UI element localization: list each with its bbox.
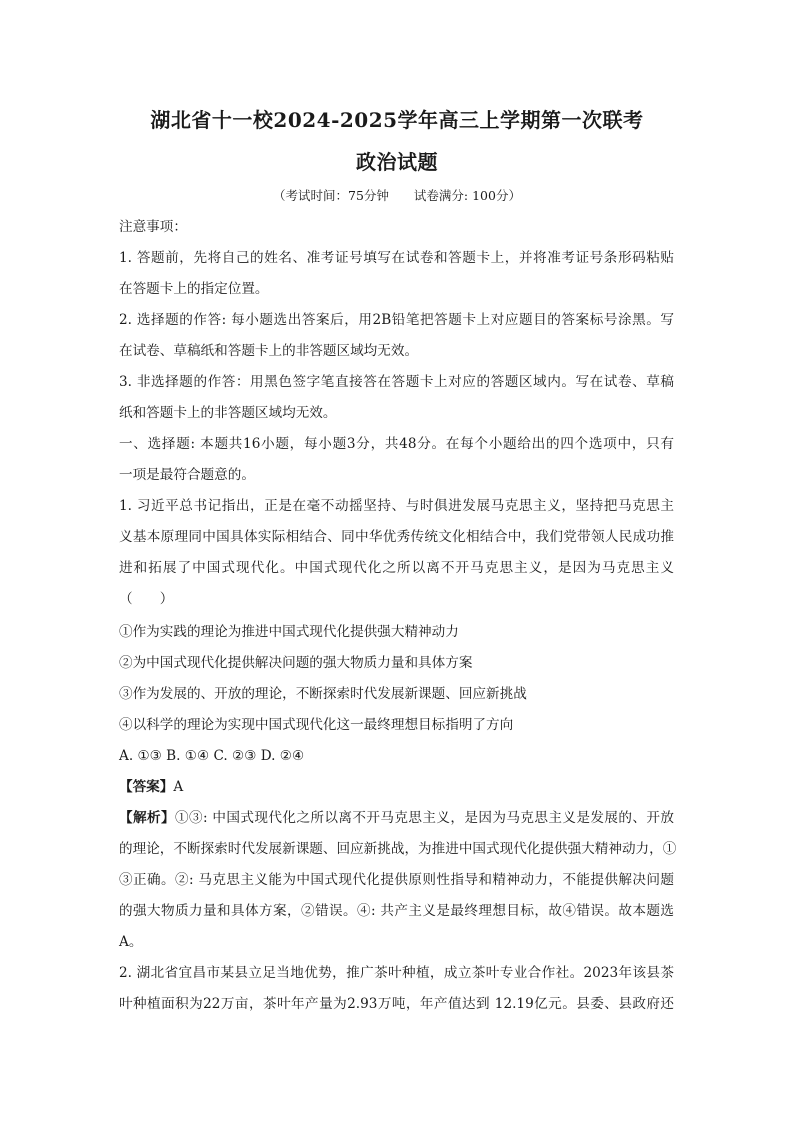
note-2-line-2: 在试卷、草稿纸和答题卡上的非答题区域均无效。 xyxy=(119,343,419,359)
analysis-text-1: ①③: 中国式现代化之所以离不开马克思主义，是因为马克思主义是发展的、开放 xyxy=(175,810,674,826)
q1-stem-line-1: 1. 习近平总书记指出，正是在毫不动摇坚持、与时俱进发展马克思主义，坚持把马克思主 xyxy=(119,498,674,514)
answer-label: 【答案】 xyxy=(119,779,174,795)
q1-analysis-line-3: ③正确。②: 马克思主义能为中国式现代化提供原则性指导和精神动力，不能提供解决问题 xyxy=(119,872,674,888)
note-2-line-1: 2. 选择题的作答: 每小题选出答案后，用2B铅笔把答题卡上对应题目的答案标号涂黑。写 xyxy=(119,312,674,328)
q1-stem-line-3: 进和拓展了中国式现代化。中国式现代化之所以离不开马克思主义，是因为马克思主义 xyxy=(119,560,674,576)
q1-statement-3: ③作为发展的、开放的理论，不断探索时代发展新课题、回应新挑战 xyxy=(119,686,527,702)
answer-value: A xyxy=(173,779,184,795)
note-1-line-2: 在答题卡上的指定位置。 xyxy=(119,281,269,297)
document-subject: 政治试题 xyxy=(356,150,438,174)
section-1-intro-line-1: 一、选择题: 本题共16小题，每小题3分，共48分。在每个小题给出的四个选项中，只有 xyxy=(119,436,674,452)
section-1-intro-line-2: 一项是最符合题意的。 xyxy=(119,467,255,483)
analysis-label: 【解析】 xyxy=(119,810,176,826)
q1-answer-blank: （ ） xyxy=(119,591,174,607)
q1-analysis-line-4: 的强大物质力量和具体方案，②错误。④: 共产主义是最终理想目标，故④错误。故本题选 xyxy=(119,903,674,919)
q1-statement-4: ④以科学的理论为实现中国式现代化这一最终理想目标指明了方向 xyxy=(119,717,514,733)
q1-answer-row xyxy=(119,778,183,796)
q2-stem-line-1: 2. 湖北省宜昌市某县立足当地优势，推广茶叶种植，成立茶叶专业合作社。2023年该县茶 xyxy=(119,965,674,981)
note-1-line-1: 1. 答题前，先将自己的姓名、准考证号填写在试卷和答题卡上，并将准考证号条形码粘贴 xyxy=(119,250,674,266)
q1-analysis-line-1 xyxy=(119,809,674,827)
note-3-line-1: 3. 非选择题的作答：用黑色签字笔直接答在答题卡上对应的答题区域内。写在试卷、草稿 xyxy=(119,374,674,390)
q1-analysis-line-2: 的理论，不断探索时代发展新课题、回应新挑战，为推进中国式现代化提供强大精神动力，① xyxy=(119,841,677,857)
q2-stem-line-2: 叶种植面积为22万亩，茶叶年产量为2.93万吨，年产值达到 12.19亿元。县委、县政府还 xyxy=(119,996,674,1012)
q1-analysis-line-5: A。 xyxy=(119,934,143,950)
q1-options: A. ①③ B. ①④ C. ②③ D. ②④ xyxy=(119,748,305,764)
q1-statement-2: ②为中国式现代化提供解决问题的强大物质力量和具体方案 xyxy=(119,655,473,671)
notes-heading: 注意事项： xyxy=(119,219,187,235)
note-3-line-2: 纸和答题卡上的非答题区域均无效。 xyxy=(119,405,337,421)
document-title: 湖北省十一校2024-2025学年高三上学期第一次联考 xyxy=(150,108,644,132)
q1-statement-1: ①作为实践的理论为推进中国式现代化提供强大精神动力 xyxy=(119,624,459,640)
exam-info: （考试时间：75分钟 试卷满分: 100分） xyxy=(273,188,521,203)
q1-stem-line-2: 义基本原理同中国具体实际相结合、同中华优秀传统文化相结合中，我们党带领人民成功推 xyxy=(119,529,674,545)
